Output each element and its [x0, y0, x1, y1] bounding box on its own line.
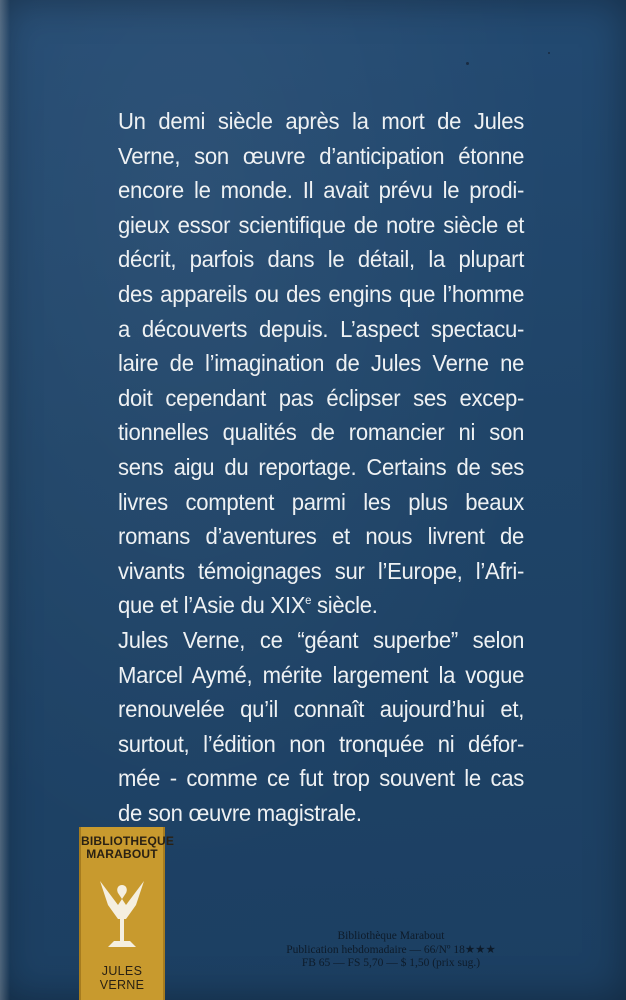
print-speck	[548, 52, 550, 54]
blurb-line: doit cependant pas éclipser ses excep-	[118, 384, 525, 411]
publisher-imprint	[246, 930, 536, 971]
blurb-line: laire de l’imagination de Jules Verne ne	[118, 350, 525, 377]
blurb-century-text: que et l’Asie du XIX	[118, 592, 306, 619]
imprint-prices: FB 65 — FS 5,70 — $ 1,50 (prix sug.)	[301, 957, 481, 969]
blurb-text	[118, 104, 525, 830]
blurb-line: Jules Verne, ce “géant superbe” selon	[118, 626, 525, 653]
blurb-line: livres comptent parmi les plus beaux	[118, 488, 525, 515]
badge-author: JULES VERNE	[99, 964, 145, 992]
blurb-line: Verne, son œuvre d’anticipation étonne	[118, 142, 525, 169]
blurb-line: surtout, l’édition non tronquée ni défor-	[118, 730, 525, 757]
blurb-line: mée - comme ce fut trop souvent le cas	[118, 765, 525, 792]
imprint-publisher: Bibliothèque Marabout	[337, 930, 445, 942]
blurb-line: gieux essor scientifique de notre siècle et	[118, 211, 525, 238]
marabout-bird-cup-icon	[96, 875, 148, 955]
blurb-line: a découverts depuis. L’aspect spectacu-	[118, 315, 525, 342]
print-speck	[466, 62, 469, 65]
blurb-line: renouvelée qu’il connaît aujourd’hui et,	[118, 696, 525, 723]
series-name	[81, 834, 175, 861]
blurb-line: Marcel Aymé, mérite largement la vogue	[118, 661, 525, 688]
blurb-line-century	[118, 588, 524, 623]
imprint-publication: Publication hebdomadaire — 66/Nº 18★★★	[286, 943, 496, 956]
blurb-line: romans d’aventures et nous livrent de	[118, 523, 525, 550]
blurb-line: des appareils ou des engins que l’homme	[118, 280, 525, 307]
series-badge	[79, 827, 175, 1000]
blurb-century-tail: siècle.	[311, 592, 378, 619]
blurb-line: de son œuvre magistrale.	[118, 799, 362, 826]
blurb-line: Un demi siècle après la mort de Jules	[118, 108, 525, 134]
blurb-line: décrit, parfois dans le détail, la plupart	[118, 246, 525, 273]
blurb-line: encore le monde. Il avait prévu le prodi-	[118, 177, 525, 204]
blurb-line: vivants témoignages sur l’Europe, l’Afri-	[118, 557, 525, 584]
cover-edge-wear	[0, 0, 10, 1000]
blurb-century-superscript: e	[305, 593, 312, 608]
blurb-line: sens aigu du reportage. Certains de ses	[118, 453, 525, 480]
series-name-line1: BIBLIOTHEQUE	[81, 834, 175, 848]
series-name-line2: MARABOUT	[86, 847, 158, 861]
blurb-line: tionnelles qualités de romancier ni son	[118, 419, 525, 446]
